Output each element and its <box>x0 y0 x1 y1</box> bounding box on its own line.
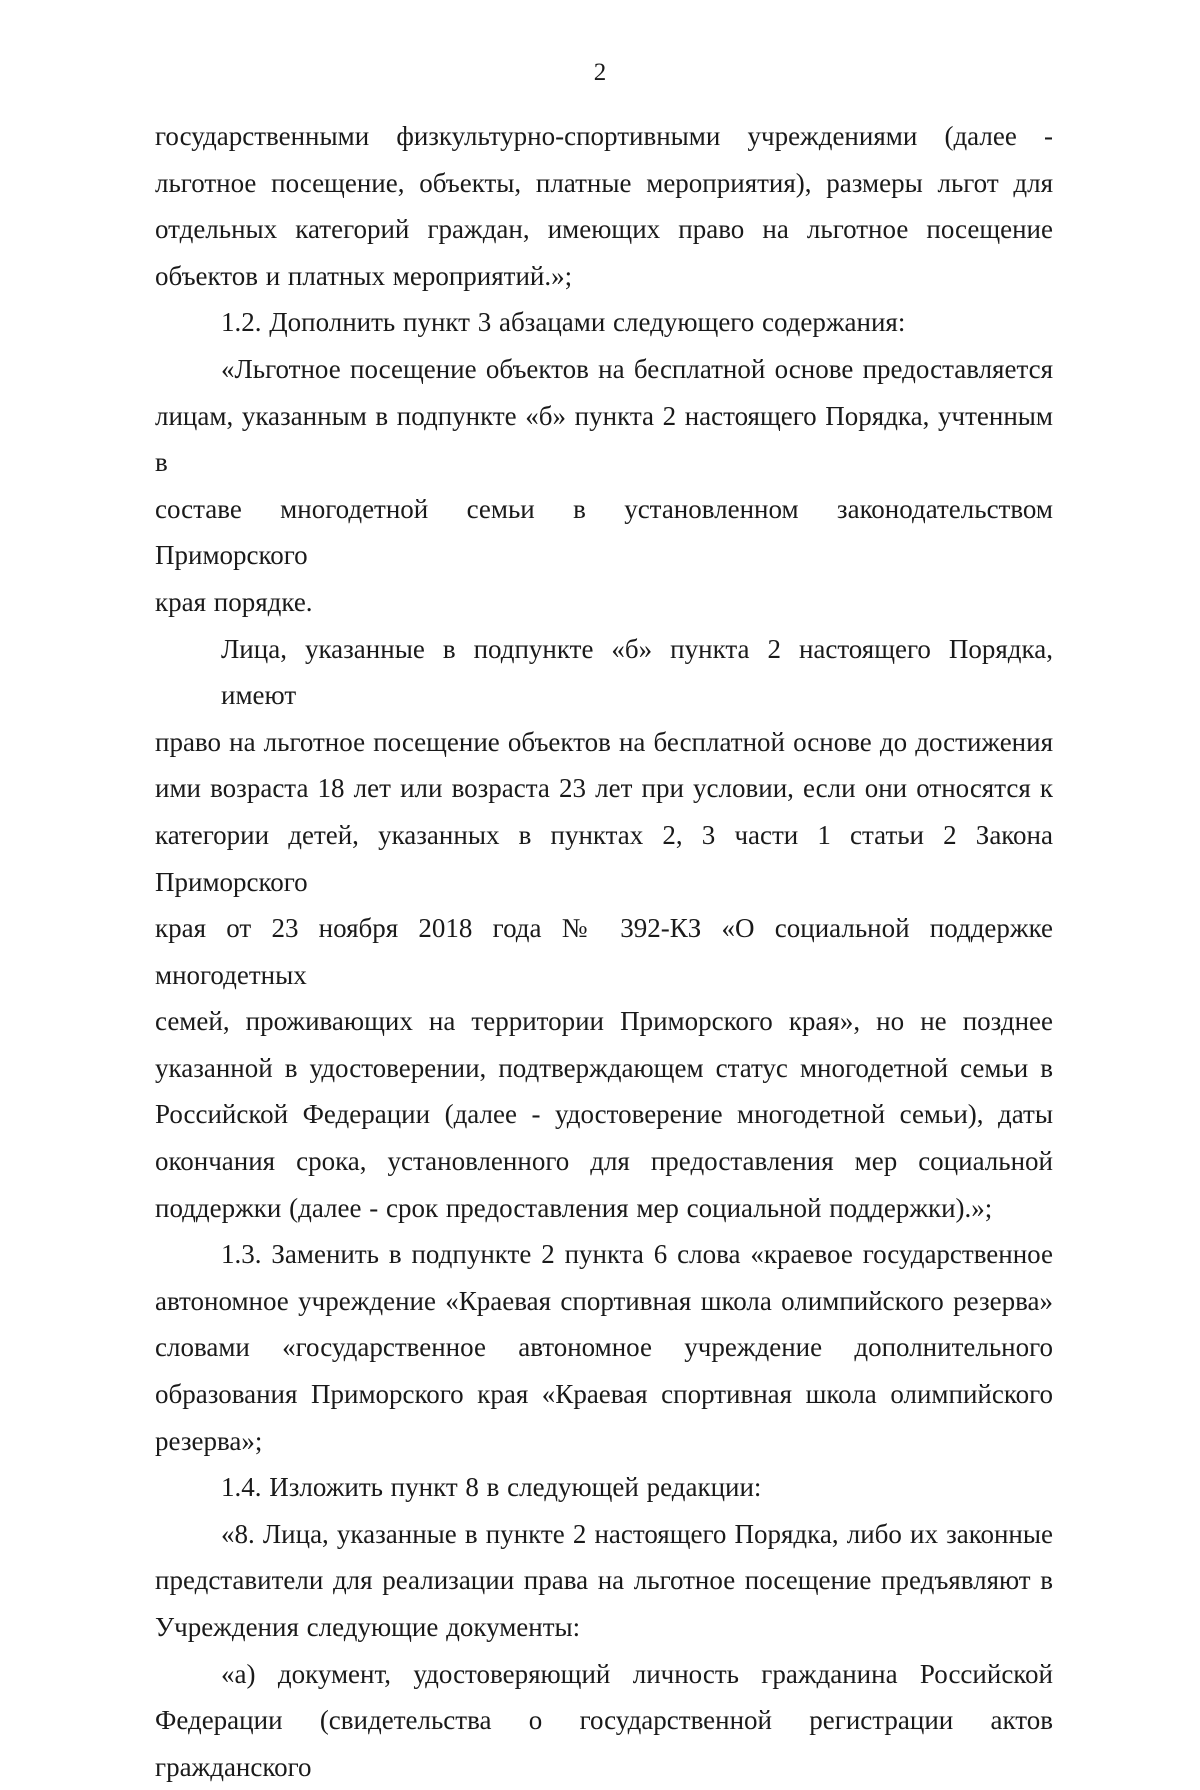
text-line: Федерации (свидетельства о государственной регистрации актов гражданского <box>155 1705 1053 1782</box>
text-line: категории детей, указанных в пунктах 2, 3 части 1 статьи 2 Закона Приморского <box>155 819 1053 897</box>
text-line: представители для реализации права на льготное посещение предъявляют в <box>155 1565 1053 1596</box>
text-line: 1.4. Изложить пункт 8 в следующей редакции: <box>221 1472 762 1503</box>
paragraph <box>155 1651 1053 1790</box>
text-line: «Льготное посещение объектов на бесплатной основе предоставляется <box>221 353 1053 384</box>
text-line: лицам, указанным в подпункте «б» пункта 2 настоящего Порядка, учтенным в <box>155 400 1053 478</box>
text-line: края порядке. <box>155 586 313 617</box>
paragraph <box>155 113 1053 299</box>
text-line: окончания срока, установленного для предоставления мер социальной <box>155 1146 1053 1177</box>
text-line: Российской Федерации (далее - удостоверение многодетной семьи), даты <box>155 1099 1053 1130</box>
text-line: «а) документ, удостоверяющий личность гражданина Российской <box>221 1658 1053 1689</box>
page-number: 2 <box>593 59 607 86</box>
text-line: право на льготное посещение объектов на бесплатной основе до достижения <box>155 726 1053 757</box>
text-line: составе многодетной семьи в установленном законодательством Приморского <box>155 493 1053 571</box>
text-line: 1.2. Дополнить пункт 3 абзацами следующего содержания: <box>221 307 906 338</box>
text-line: семей, проживающих на территории Приморского края», но не позднее <box>155 1006 1053 1037</box>
text-line: резерва»; <box>155 1425 263 1456</box>
text-line: объектов и платных мероприятий.»; <box>155 260 573 291</box>
document-body <box>155 113 1053 1790</box>
text-line: ими возраста 18 лет или возраста 23 лет при условии, если они относятся к <box>155 773 1053 804</box>
text-line: льготное посещение, объекты, платные мероприятия), размеры льгот для <box>155 167 1053 198</box>
text-line: образования Приморского края «Краевая спортивная школа олимпийского <box>155 1379 1053 1410</box>
text-line: поддержки (далее - срок предоставления мер социальной поддержки).»; <box>155 1192 993 1223</box>
text-line: указанной в удостоверении, подтверждающем статус многодетной семьи в <box>155 1052 1053 1083</box>
paragraph <box>155 1231 1053 1464</box>
paragraph <box>155 346 1053 626</box>
text-line: 1.3. Заменить в подпункте 2 пункта 6 слова «краевое государственное <box>221 1239 1053 1270</box>
paragraph <box>155 1511 1053 1651</box>
text-line: Лица, указанные в подпункте «б» пункта 2 настоящего Порядка, имеют <box>221 633 1053 711</box>
text-line: края от 23 ноября 2018 года № 392-КЗ «О социальной поддержке многодетных <box>155 913 1053 990</box>
text-line: Учреждения следующие документы: <box>155 1612 581 1642</box>
text-line: автономное учреждение «Краевая спортивная школа олимпийского резерва» <box>155 1285 1053 1316</box>
paragraph <box>155 1464 1053 1511</box>
text-line: государственными физкультурно-спортивными учреждениями (далее - <box>155 121 1053 151</box>
text-line: отдельных категорий граждан, имеющих право на льготное посещение <box>155 214 1053 245</box>
text-line: словами «государственное автономное учреждение дополнительного <box>155 1332 1053 1363</box>
paragraph <box>155 299 1053 346</box>
paragraph <box>155 626 1053 1232</box>
text-line: «8. Лица, указанные в пункте 2 настоящего Порядка, либо их законные <box>221 1518 1053 1549</box>
